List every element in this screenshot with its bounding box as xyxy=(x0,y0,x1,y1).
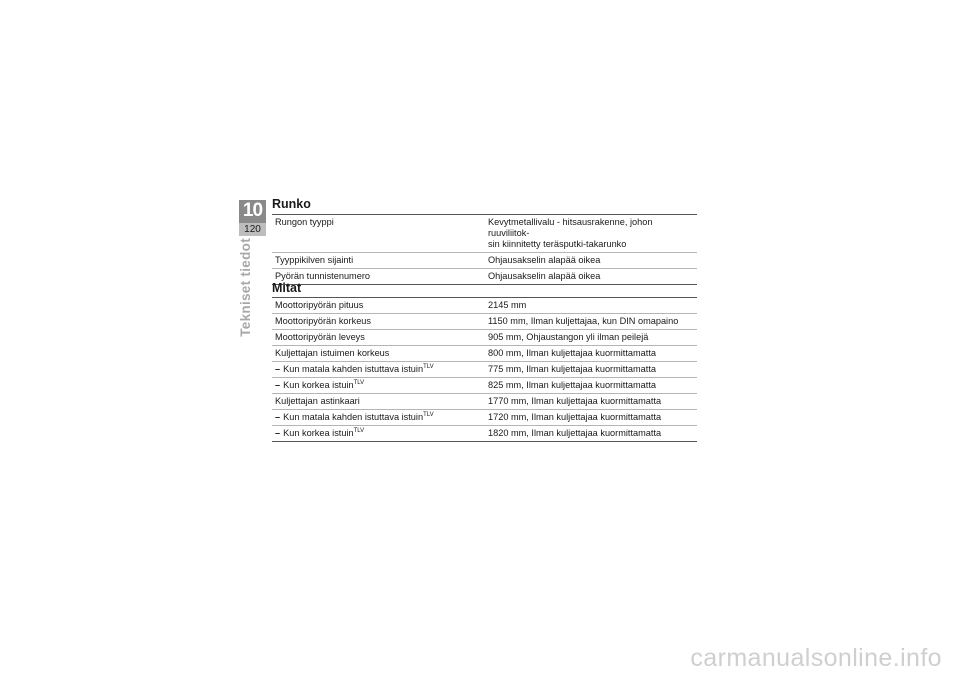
chapter-marker xyxy=(239,200,266,236)
watermark: carmanualsonline.info xyxy=(690,644,942,672)
spec-label: – Kun korkea istuin$^{TLV}$ xyxy=(272,426,485,442)
spec-label: Moottoripyörän leveys xyxy=(272,330,485,346)
spec-value: Kevytmetallivalu - hitsausrakenne, johon ruuviliitok- sin kiinnitetty teräsputki-takarunko xyxy=(485,215,697,253)
table-row xyxy=(272,215,697,253)
spec-label: Moottoripyörän korkeus xyxy=(272,314,485,330)
spec-value: 1150 mm, Ilman kuljettajaa, kun DIN omapaino xyxy=(485,314,697,330)
table-row xyxy=(272,378,697,394)
table-row xyxy=(272,253,697,269)
spec-value: 1720 mm, Ilman kuljettajaa kuormittamatta xyxy=(485,410,697,426)
chapter-title-text: Tekniset tiedot xyxy=(238,238,253,337)
chapter-number: 10 xyxy=(242,200,263,221)
spec-value: 825 mm, Ilman kuljettajaa kuormittamatta xyxy=(485,378,697,394)
table-row xyxy=(272,426,697,442)
section-title-runko: Runko xyxy=(272,197,311,211)
spec-value: Ohjausakselin alapää oikea xyxy=(485,253,697,269)
table-row xyxy=(272,314,697,330)
table-row xyxy=(272,410,697,426)
table-row xyxy=(272,394,697,410)
table-row xyxy=(272,362,697,378)
dash-bullet: – xyxy=(275,364,281,374)
spec-label: – Kun matala kahden istuttava istuin$^{TLV}$ xyxy=(272,362,485,378)
dash-bullet: – xyxy=(275,428,281,438)
page-number: 120 xyxy=(239,223,266,236)
spec-label: – Kun korkea istuin$^{TLV}$ xyxy=(272,378,485,394)
spec-label: Tyyppikilven sijainti xyxy=(272,253,485,269)
spec-value: 2145 mm xyxy=(485,298,697,314)
spec-label: Moottoripyörän pituus xyxy=(272,298,485,314)
spec-value: 905 mm, Ohjaustangon yli ilman peilejä xyxy=(485,330,697,346)
spec-label: – Kun matala kahden istuttava istuin$^{TLV}$ xyxy=(272,410,485,426)
spec-value: 775 mm, Ilman kuljettajaa kuormittamatta xyxy=(485,362,697,378)
spec-value: 800 mm, Ilman kuljettajaa kuormittamatta xyxy=(485,346,697,362)
spec-label: Kuljettajan astinkaari xyxy=(272,394,485,410)
spec-value: Ohjausakselin alapää oikea xyxy=(485,269,697,285)
spec-label: Pyörän tunnistenumero xyxy=(272,269,485,285)
table-row xyxy=(272,269,697,285)
section-title-mitat: Mitat xyxy=(272,281,302,295)
spec-value: 1820 mm, Ilman kuljettajaa kuormittamatta xyxy=(485,426,697,442)
dash-bullet: – xyxy=(275,380,281,390)
table-row xyxy=(272,346,697,362)
spec-label: Rungon tyyppi xyxy=(272,215,485,253)
chapter-side-title xyxy=(232,238,272,368)
spec-label: Kuljettajan istuimen korkeus xyxy=(272,346,485,362)
table-row xyxy=(272,298,697,314)
spec-value: 1770 mm, Ilman kuljettajaa kuormittamatta xyxy=(485,394,697,410)
mitat-table xyxy=(272,297,697,442)
table-row xyxy=(272,330,697,346)
runko-table xyxy=(272,214,697,285)
dash-bullet: – xyxy=(275,412,281,422)
